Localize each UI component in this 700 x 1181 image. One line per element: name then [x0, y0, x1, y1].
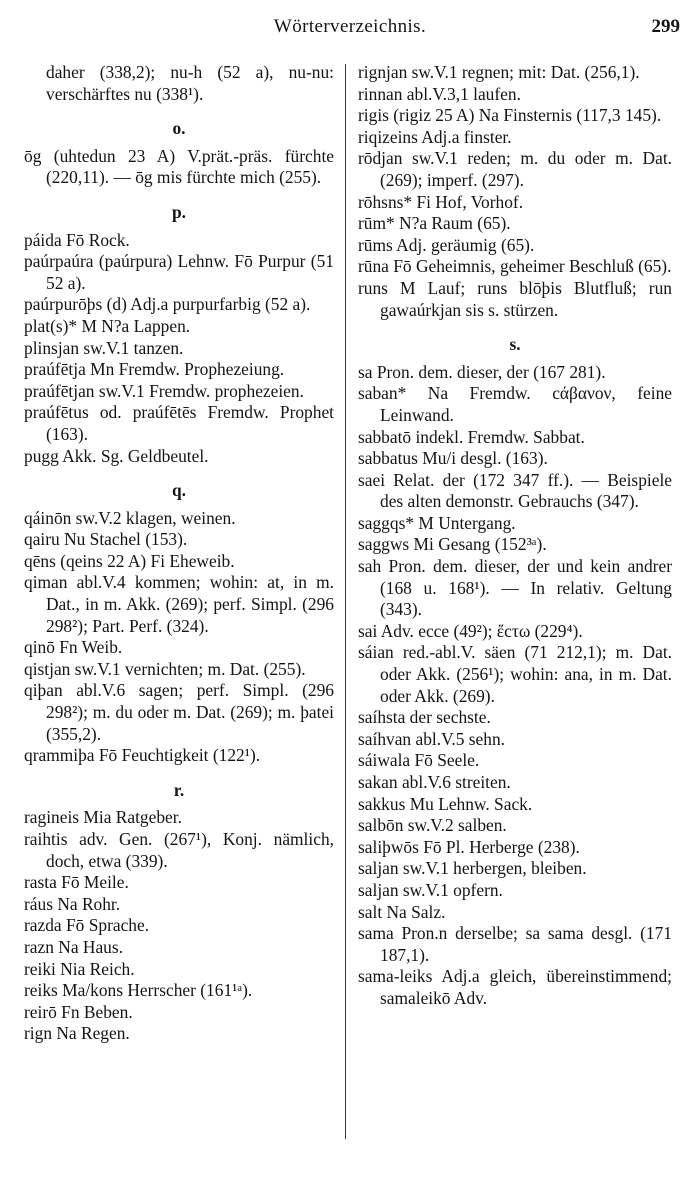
entry: páida Fō Rock.: [24, 229, 130, 250]
entry: plinsjan sw.V.1 tanzen.: [24, 337, 184, 358]
entry: razda Fō Sprache.: [24, 915, 150, 936]
entry: razn Na Haus.: [24, 936, 123, 957]
running-title: Wörterverzeichnis.: [273, 16, 427, 37]
entry: rūna Fō Geheimnis, geheimer Beschluß (65).: [358, 256, 672, 277]
entry: qēns (qeins 22 A) Fi Eheweib.: [24, 550, 235, 571]
entry: rigis (rigiz 25 A) Na Finsternis (117,3 145).: [358, 105, 662, 126]
entry: saliþwōs Fō Pl. Herberge (238).: [358, 836, 580, 857]
entry: qiman abl.V.4 kommen; wohin: at, in m. Dat., in m. Akk. (269); perf. Simpl. (296 298²); Part. Perf. (324).: [24, 572, 334, 636]
entry: rōhsns* Fi Hof, Vorhof.: [358, 191, 524, 212]
entry: sama Pron.n derselbe; sa sama desgl. (171 187,1).: [358, 923, 672, 965]
entry: rignjan sw.V.1 regnen; mit: Dat. (256,1).: [358, 62, 640, 82]
entry: ráus Na Rohr.: [24, 893, 121, 914]
entry: qairu Nu Stachel (153).: [24, 529, 188, 550]
entry: rasta Fō Meile.: [24, 872, 129, 893]
entry: qrammiþa Fō Feuchtigkeit (122¹).: [24, 745, 261, 766]
entry: ragineis Mia Ratgeber.: [24, 807, 182, 828]
entry: paúrpaúra (paúrpura) Lehnw. Fō Purpur (51 52 a).: [24, 251, 334, 293]
entry: sakan abl.V.6 streiten.: [358, 772, 511, 792]
right-column: [358, 62, 672, 1010]
entry: saban* Na Fremdw. cάβανον, feine Leinwand.: [358, 383, 672, 425]
entry: plat(s)* M N?a Lappen.: [24, 315, 191, 336]
entry: saei Relat. der (172 347 ff.). — Beispiele des alten demonstr. Gebrauchs (347).: [358, 469, 672, 512]
entry: rūms Adj. geräumig (65).: [358, 234, 535, 255]
entry: praúfētus od. praúfētēs Fremdw. Prophet (163).: [24, 402, 334, 444]
entry: salt Na Salz.: [358, 901, 446, 922]
section-letter-p: p.: [171, 201, 187, 222]
entry: rōdjan sw.V.1 reden; m. du oder m. Dat. (269); imperf. (297).: [358, 148, 672, 190]
entry: saljan sw.V.1 opfern.: [358, 879, 503, 900]
entry: sakkus Mu Lehnw. Sack.: [358, 793, 533, 814]
page-number: 299: [651, 16, 680, 37]
entry: riqizeins Adj.a finster.: [358, 126, 512, 147]
entry: salbōn sw.V.2 salben.: [358, 815, 507, 836]
entry: sa Pron. dem. dieser, der (167 281).: [358, 361, 606, 382]
entry: sai Adv. ecce (49²); ἔcτω (229⁴).: [358, 620, 583, 641]
entry: runs M Lauf; runs blōþis Blutfluß; run gawaúrkjan sis s. stürzen.: [358, 277, 672, 320]
section-letter-r: r.: [173, 779, 185, 800]
entry-continuation: daher (338,2); nu-h (52 a), nu-nu: verschärftes nu (338¹).: [46, 62, 334, 104]
entry: sabbatus Mu/i desgl. (163).: [358, 448, 548, 469]
entry: qinō Fn Weib.: [24, 637, 123, 658]
entry: qiþan abl.V.6 sagen; perf. Simpl. (296 298²); m. du oder m. Dat. (269); m. þatei (355,2).: [24, 680, 334, 744]
entry: saljan sw.V.1 herbergen, bleiben.: [358, 858, 587, 879]
entry: qistjan sw.V.1 vernichten; m. Dat. (255).: [24, 658, 306, 679]
column-divider: [345, 64, 346, 1139]
entry: rūm* N?a Raum (65).: [358, 213, 511, 234]
entry: saggqs* M Untergang.: [358, 512, 516, 533]
entry: saíhsta der sechste.: [358, 707, 491, 728]
entry: reiks Ma/kons Herrscher (161¹ᵃ).: [24, 980, 253, 1001]
entry: raihtis adv. Gen. (267¹), Konj. nämlich, doch, etwa (339).: [24, 829, 334, 871]
entry: rign Na Regen.: [24, 1023, 130, 1044]
section-letter-q: q.: [171, 480, 187, 501]
left-column: [24, 62, 334, 1045]
page-header: [20, 16, 680, 42]
entry: paúrpurōþs (d) Adj.a purpurfarbig (52 a).: [24, 294, 311, 315]
entry: saggws Mi Gesang (152³ᵃ).: [358, 534, 547, 555]
entry: sáian red.-abl.V. säen (71 212,1); m. Dat. oder Akk. (256¹); wohin: ana, in m. Dat. oder Akk. (269).: [358, 642, 672, 706]
entry: sáiwala Fō Seele.: [358, 750, 480, 771]
entry: reiki Nia Reich.: [24, 958, 135, 979]
entry: ōg (uhtedun 23 A) V.prät.-präs. fürchte (220,11). — ōg mis fürchte mich (255).: [24, 145, 334, 188]
entry: sah Pron. dem. dieser, der und kein andrer (168 u. 168¹). — In relativ. Geltung (343).: [358, 556, 672, 620]
entry: sabbatō indekl. Fremdw. Sabbat.: [358, 426, 585, 447]
entry: saíhvan abl.V.5 sehn.: [358, 728, 505, 749]
section-letter-s: s.: [509, 334, 521, 355]
entry: rinnan abl.V.3,1 laufen.: [358, 83, 521, 104]
section-letter-o: o.: [172, 118, 186, 139]
entry: praúfētjan sw.V.1 Fremdw. prophezeien.: [24, 380, 304, 401]
entry: qáinōn sw.V.2 klagen, weinen.: [24, 507, 236, 528]
entry: sama-leiks Adj.a gleich, übereinstimmend; samaleikō Adv.: [358, 966, 672, 1008]
entry: praúfētja Mn Fremdw. Prophezeiung.: [24, 359, 285, 380]
entry: reirō Fn Beben.: [24, 1001, 133, 1022]
entry: pugg Akk. Sg. Geldbeutel.: [24, 445, 209, 466]
